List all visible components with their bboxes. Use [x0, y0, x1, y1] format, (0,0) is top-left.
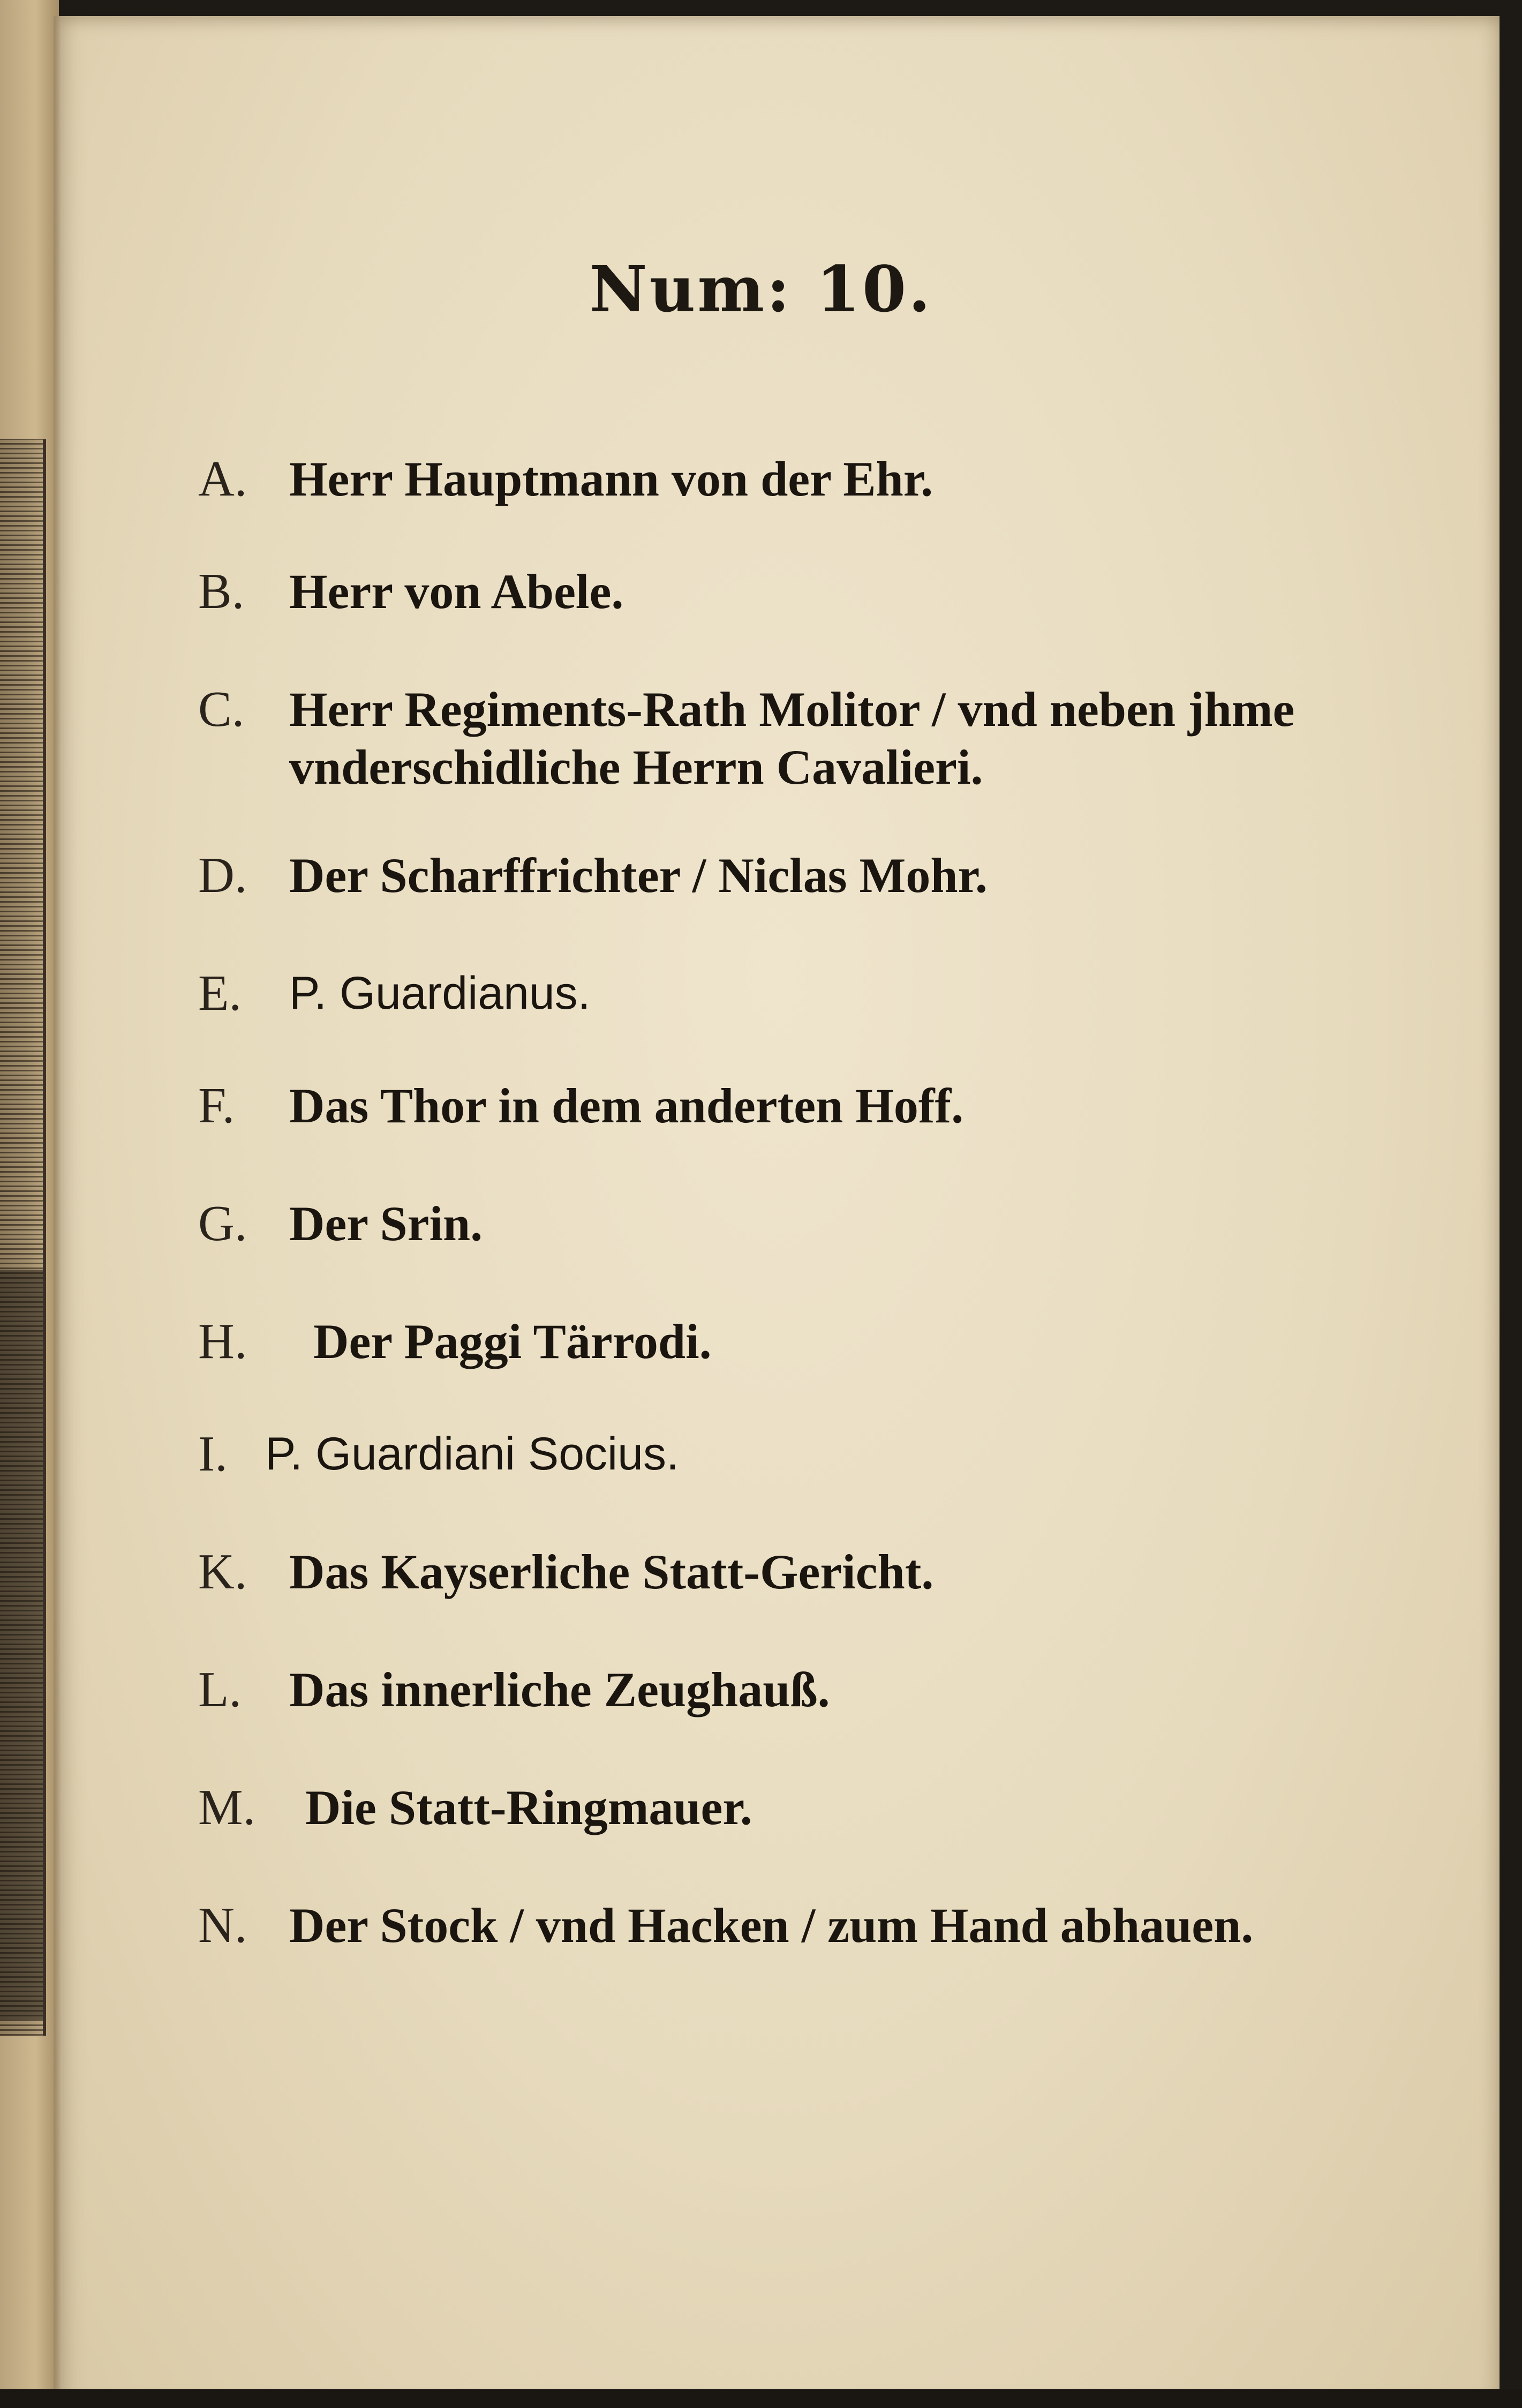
scan-border-bottom	[0, 2389, 1522, 2408]
legend-letter: D.	[198, 847, 247, 903]
legend-letter: F.	[198, 1078, 235, 1134]
legend-letter: A.	[198, 451, 247, 507]
legend-letter: I.	[198, 1426, 228, 1482]
legend-text: Das innerliche Zeughauß.	[289, 1662, 830, 1717]
legend-text: Der Scharffrichter / Niclas Mohr.	[289, 848, 988, 903]
legend-text: Das Thor in dem anderten Hoff.	[289, 1078, 964, 1133]
legend-text: Der Srin.	[289, 1196, 483, 1251]
legend-text: Die Statt-Ringmauer.	[305, 1780, 752, 1835]
scan-border-top	[54, 0, 1522, 16]
legend-letter: N.	[198, 1897, 247, 1953]
legend-text: Herr von Abele.	[289, 564, 624, 619]
page-heading: Num: 10.	[589, 252, 933, 326]
legend-letter: H.	[198, 1314, 247, 1369]
legend-letter: E.	[198, 965, 242, 1021]
legend-text: Das Kayserliche Statt-Gericht.	[289, 1544, 934, 1599]
legend-letter: M.	[198, 1780, 256, 1835]
legend-letter: G.	[198, 1196, 247, 1251]
page-gutter-shadow	[54, 16, 61, 2408]
legend-text: P. Guardiani Socius.	[265, 1428, 679, 1480]
legend-letter: L.	[198, 1662, 242, 1717]
legend-text: P. Guardianus.	[289, 967, 591, 1019]
scan-border-right	[1500, 0, 1522, 2408]
legend-text: Herr Hauptmann von der Ehr.	[289, 452, 933, 506]
legend-letter: K.	[198, 1544, 247, 1600]
engraving-figure-fragment	[0, 1270, 43, 2020]
legend-letter: B.	[198, 564, 245, 619]
legend-text: Der Paggi Tärrodi.	[313, 1314, 712, 1369]
legend-text: Herr Regiments-Rath Molitor / vnd neben jhme vnderschidliche Herrn Cavalieri.	[289, 682, 1295, 794]
adjacent-engraving-fragment	[0, 439, 46, 2036]
legend-letter: C.	[198, 681, 245, 737]
legend-text: Der Stock / vnd Hacken / zum Hand abhauen.	[289, 1898, 1254, 1953]
adjacent-page-strip	[0, 0, 59, 2408]
